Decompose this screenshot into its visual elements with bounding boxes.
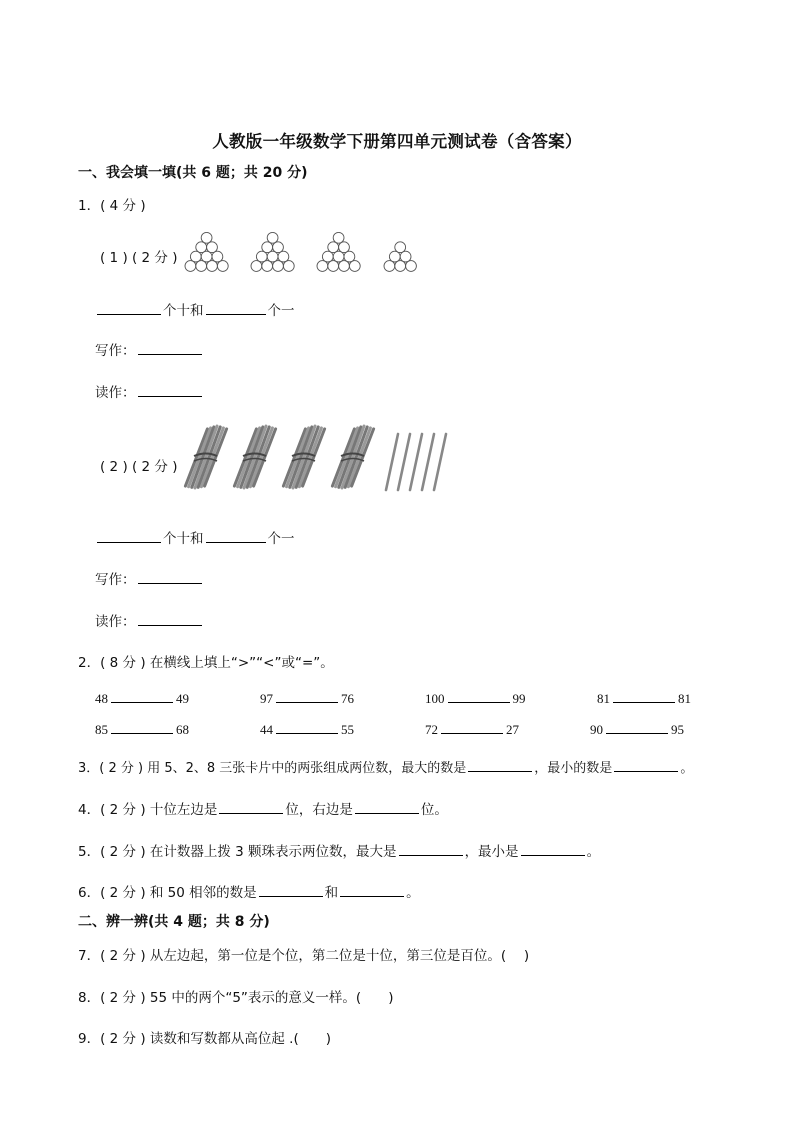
- read-label: 读作：: [95, 614, 136, 630]
- stick-bundle: [185, 426, 226, 488]
- single-stick: [410, 434, 422, 490]
- stick-bundles-figure: [0, 0, 794, 520]
- q1p2-ones-blank[interactable]: [206, 528, 266, 543]
- question-8: 8．( 2 分 ) 55 中的两个“5”表示的意义一样。( ): [78, 990, 394, 1006]
- compare-item: 90 95: [590, 719, 684, 738]
- stick-bundle: [332, 426, 373, 488]
- question-6: 6．( 2 分 ) 和 50 相邻的数是 和 。: [78, 881, 420, 901]
- section-heading-fill-in: 一、我会填一填(共 6 题；共 20 分): [78, 165, 308, 181]
- compare-item: 44 55: [260, 719, 354, 738]
- section-heading-judge: 二、辨一辨(共 4 题；共 8 分): [78, 914, 270, 930]
- compare-item: 48 49: [95, 688, 189, 707]
- q1p2-write-line: [95, 568, 204, 588]
- q1p2-read-blank[interactable]: [138, 611, 202, 626]
- compare-blank[interactable]: [111, 719, 173, 734]
- q1p2-tens-ones-line: [95, 527, 295, 547]
- q6-second-blank[interactable]: [340, 882, 404, 897]
- write-label: 写作：: [95, 572, 136, 588]
- page-title: 人教版一年级数学下册第四单元测试卷（含答案）: [212, 132, 582, 151]
- q5-min-blank[interactable]: [521, 841, 585, 856]
- q6-first-blank[interactable]: [259, 882, 323, 897]
- compare-item: 72 27: [425, 719, 519, 738]
- question-3: 3．( 2 分 ) 用 5、2、8 三张卡片中的两张组成两位数，最大的数是 ，最小的数是 。: [78, 757, 693, 776]
- tens-text: 个十和: [163, 303, 204, 319]
- q4-left-blank[interactable]: [219, 799, 283, 814]
- compare-blank[interactable]: [448, 688, 510, 703]
- compare-item: 85 68: [95, 719, 189, 738]
- q1p2-tens-blank[interactable]: [97, 528, 161, 543]
- compare-blank[interactable]: [613, 688, 675, 703]
- compare-blank[interactable]: [276, 688, 338, 703]
- question-5: 5．( 2 分 ) 在计数器上拨 3 颗珠表示两位数，最大是 ，最小是 。: [78, 840, 600, 860]
- q3-min-blank[interactable]: [614, 757, 678, 772]
- single-stick: [434, 434, 446, 490]
- compare-blank[interactable]: [606, 719, 668, 734]
- compare-blank[interactable]: [111, 688, 173, 703]
- q4-right-blank[interactable]: [355, 799, 419, 814]
- question-1-part-1-label: ( 1 ) ( 2 分 ): [100, 250, 178, 266]
- single-stick: [398, 434, 410, 490]
- q1p2-read-line: [95, 610, 204, 630]
- tens-text: 个十和: [163, 531, 204, 547]
- q3-max-blank[interactable]: [468, 757, 532, 772]
- compare-item: 97 76: [260, 688, 354, 707]
- stick-bundle: [234, 426, 275, 488]
- single-stick: [422, 434, 434, 490]
- question-4: 4．( 2 分 ) 十位左边是 位，右边是 位。: [78, 798, 448, 818]
- question-1-part-2-label: ( 2 ) ( 2 分 ): [100, 459, 178, 475]
- write-label: 写作：: [95, 343, 136, 359]
- single-stick: [386, 434, 398, 490]
- compare-item: 81 81: [597, 688, 691, 707]
- question-2-label: 2．( 8 分 ) 在横线上填上“>”“<”或“=”。: [78, 655, 334, 671]
- question-7: 7．( 2 分 ) 从左边起，第一位是个位，第二位是十位，第三位是百位。( ): [78, 948, 530, 964]
- q1p2-write-blank[interactable]: [138, 569, 202, 584]
- q5-max-blank[interactable]: [399, 841, 463, 856]
- ones-text: 个一: [267, 531, 295, 547]
- compare-blank[interactable]: [441, 719, 503, 734]
- compare-blank[interactable]: [276, 719, 338, 734]
- question-9: 9．( 2 分 ) 读数和写数都从高位起 .( ): [78, 1031, 331, 1047]
- read-label: 读作：: [95, 385, 136, 401]
- ones-text: 个一: [267, 303, 295, 319]
- stick-bundle: [283, 426, 324, 488]
- compare-item: 100 99: [425, 688, 526, 707]
- question-1-label: 1．( 4 分 ): [78, 198, 146, 214]
